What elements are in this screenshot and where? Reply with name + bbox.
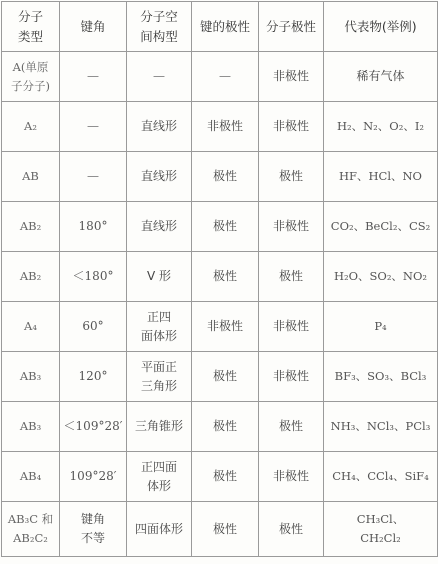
cell-molecule-polarity: 非极性 — [259, 302, 324, 352]
cell-type: AB₄ — [2, 452, 60, 502]
cell-molecule-polarity: 非极性 — [259, 452, 324, 502]
cell-bond-polarity: 极性 — [192, 152, 259, 202]
cell-angle: ＜180° — [60, 252, 127, 302]
table-row — [2, 402, 438, 452]
cell-bond-polarity: 非极性 — [192, 302, 259, 352]
cell-angle: 键角 不等 — [60, 502, 127, 557]
cell-type: AB₃ — [2, 402, 60, 452]
cell-angle: — — [60, 102, 127, 152]
header-molecule-type: 分子 类型 — [2, 2, 60, 52]
cell-shape: 正四面 体形 — [127, 452, 192, 502]
cell-bond-polarity: 极性 — [192, 502, 259, 557]
cell-type: AB₃ — [2, 352, 60, 402]
cell-molecule-polarity: 非极性 — [259, 202, 324, 252]
cell-type: AB₂ — [2, 252, 60, 302]
cell-bond-polarity: 极性 — [192, 452, 259, 502]
cell-examples: NH₃、NCl₃、PCl₃ — [324, 402, 438, 452]
cell-molecule-polarity: 极性 — [259, 252, 324, 302]
cell-molecule-polarity: 极性 — [259, 502, 324, 557]
cell-type: AB — [2, 152, 60, 202]
molecule-polarity-table — [1, 1, 438, 557]
cell-type: AB₃C 和 AB₂C₂ — [2, 502, 60, 557]
table-row — [2, 302, 438, 352]
cell-bond-polarity: 非极性 — [192, 102, 259, 152]
cell-examples: H₂O、SO₂、NO₂ — [324, 252, 438, 302]
cell-bond-polarity: 极性 — [192, 202, 259, 252]
cell-bond-polarity: — — [192, 52, 259, 102]
cell-angle: ＜109°28′ — [60, 402, 127, 452]
cell-examples: BF₃、SO₃、BCl₃ — [324, 352, 438, 402]
cell-examples: P₄ — [324, 302, 438, 352]
cell-angle: 60° — [60, 302, 127, 352]
table-row — [2, 352, 438, 402]
cell-type: A₄ — [2, 302, 60, 352]
cell-bond-polarity: 极性 — [192, 352, 259, 402]
cell-bond-polarity: 极性 — [192, 252, 259, 302]
header-examples: 代表物(举例) — [324, 2, 438, 52]
cell-angle: 120° — [60, 352, 127, 402]
cell-shape: 直线形 — [127, 202, 192, 252]
table-row — [2, 202, 438, 252]
cell-angle: 180° — [60, 202, 127, 252]
cell-shape: 直线形 — [127, 102, 192, 152]
cell-molecule-polarity: 极性 — [259, 152, 324, 202]
table-row — [2, 452, 438, 502]
table-row — [2, 252, 438, 302]
cell-examples: 稀有气体 — [324, 52, 438, 102]
cell-angle: — — [60, 52, 127, 102]
cell-shape: 四面体形 — [127, 502, 192, 557]
table-header-row — [2, 2, 438, 52]
cell-shape: 正四 面体形 — [127, 302, 192, 352]
cell-type: A(单原 子分子) — [2, 52, 60, 102]
table-row — [2, 502, 438, 557]
header-bond-polarity: 键的极性 — [192, 2, 259, 52]
cell-type: A₂ — [2, 102, 60, 152]
cell-shape: 三角锥形 — [127, 402, 192, 452]
cell-molecule-polarity: 极性 — [259, 402, 324, 452]
cell-shape: V 形 — [127, 252, 192, 302]
cell-shape: 平面正 三角形 — [127, 352, 192, 402]
cell-examples: HF、HCl、NO — [324, 152, 438, 202]
header-spatial-shape: 分子空 间构型 — [127, 2, 192, 52]
cell-shape: — — [127, 52, 192, 102]
table-row — [2, 52, 438, 102]
header-molecule-polarity: 分子极性 — [259, 2, 324, 52]
cell-angle: 109°28′ — [60, 452, 127, 502]
cell-bond-polarity: 极性 — [192, 402, 259, 452]
cell-molecule-polarity: 非极性 — [259, 52, 324, 102]
cell-molecule-polarity: 非极性 — [259, 352, 324, 402]
cell-examples: CO₂、BeCl₂、CS₂ — [324, 202, 438, 252]
cell-type: AB₂ — [2, 202, 60, 252]
cell-molecule-polarity: 非极性 — [259, 102, 324, 152]
cell-examples: CH₃Cl、 CH₂Cl₂ — [324, 502, 438, 557]
cell-shape: 直线形 — [127, 152, 192, 202]
table-row — [2, 152, 438, 202]
header-bond-angle: 键角 — [60, 2, 127, 52]
cell-angle: — — [60, 152, 127, 202]
cell-examples: CH₄、CCl₄、SiF₄ — [324, 452, 438, 502]
table-row — [2, 102, 438, 152]
cell-examples: H₂、N₂、O₂、I₂ — [324, 102, 438, 152]
